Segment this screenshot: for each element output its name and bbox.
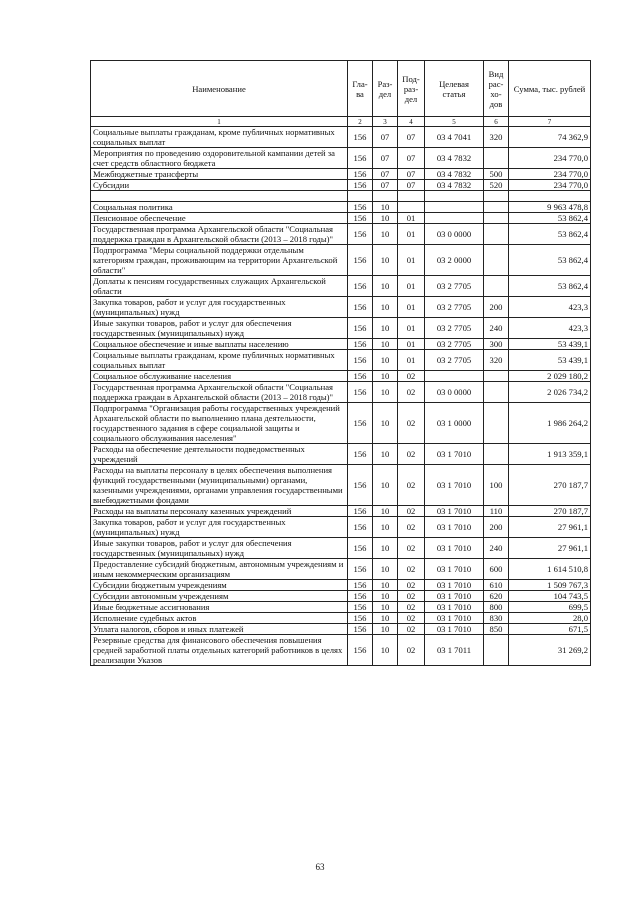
row-name: Субсидии автономным учреждениям	[91, 591, 348, 602]
row-name: Социальная политика	[91, 202, 348, 213]
row-amount: 423,3	[509, 297, 591, 318]
row-amount: 53 862,4	[509, 276, 591, 297]
col-header-subsection: Под-раз-дел	[398, 61, 425, 117]
row-expense-type	[484, 276, 509, 297]
row-section: 10	[373, 602, 398, 613]
col-header-section: Раз-дел	[373, 61, 398, 117]
row-section: 10	[373, 371, 398, 382]
table-row	[91, 465, 591, 506]
col-number: 7	[509, 117, 591, 127]
table-row	[91, 403, 591, 444]
table-row	[91, 444, 591, 465]
row-subsection: 01	[398, 297, 425, 318]
row-amount: 27 961,1	[509, 517, 591, 538]
row-subsection: 02	[398, 538, 425, 559]
table-row	[91, 148, 591, 169]
row-name: Социальное обслуживание населения	[91, 371, 348, 382]
row-amount: 270 187,7	[509, 465, 591, 506]
row-expense-type: 110	[484, 506, 509, 517]
row-target-article: 03 2 7705	[425, 350, 484, 371]
row-section: 10	[373, 517, 398, 538]
row-expense-type: 610	[484, 580, 509, 591]
row-chapter: 156	[348, 318, 373, 339]
row-name: Иные закупки товаров, работ и услуг для обеспечения государственных (муниципальных) нужд	[91, 318, 348, 339]
row-target-article: 03 1 7010	[425, 538, 484, 559]
row-expense-type: 520	[484, 180, 509, 191]
row-subsection: 02	[398, 371, 425, 382]
row-section: 07	[373, 148, 398, 169]
table-row	[91, 202, 591, 213]
spacer-cell	[348, 191, 373, 202]
row-expense-type	[484, 382, 509, 403]
row-name: Субсидии бюджетным учреждениям	[91, 580, 348, 591]
table-row	[91, 127, 591, 148]
table-row	[91, 169, 591, 180]
row-amount: 1 509 767,3	[509, 580, 591, 591]
row-chapter: 156	[348, 169, 373, 180]
row-expense-type: 500	[484, 169, 509, 180]
row-subsection: 01	[398, 213, 425, 224]
row-target-article: 03 1 7010	[425, 591, 484, 602]
row-name: Мероприятия по проведению оздоровительной кампании детей за счет средств областного бюджета	[91, 148, 348, 169]
page-number: 63	[315, 862, 325, 872]
row-section: 07	[373, 169, 398, 180]
row-target-article: 03 2 0000	[425, 245, 484, 276]
row-subsection: 02	[398, 403, 425, 444]
row-subsection: 02	[398, 580, 425, 591]
table-row	[91, 180, 591, 191]
row-subsection: 02	[398, 444, 425, 465]
row-expense-type	[484, 403, 509, 444]
table-row	[91, 538, 591, 559]
row-name: Закупка товаров, работ и услуг для государственных (муниципальных) нужд	[91, 517, 348, 538]
table-row	[91, 559, 591, 580]
row-chapter: 156	[348, 465, 373, 506]
spacer-cell	[91, 191, 348, 202]
col-header-chapter: Гла-ва	[348, 61, 373, 117]
row-target-article: 03 2 7705	[425, 276, 484, 297]
row-subsection: 02	[398, 613, 425, 624]
row-section: 10	[373, 202, 398, 213]
row-target-article: 03 4 7832	[425, 169, 484, 180]
row-expense-type	[484, 635, 509, 666]
col-number: 6	[484, 117, 509, 127]
row-subsection: 02	[398, 382, 425, 403]
row-chapter: 156	[348, 602, 373, 613]
row-name: Подпрограмма "Организация работы государственных учреждений Архангельской области по выполнению плана деятельности, государственного задания в сфере социальной защиты и социального обслуживания населения"	[91, 403, 348, 444]
table-row	[91, 635, 591, 666]
spacer-cell	[373, 191, 398, 202]
row-amount: 234 770,0	[509, 148, 591, 169]
row-chapter: 156	[348, 506, 373, 517]
row-section: 10	[373, 297, 398, 318]
row-subsection: 07	[398, 148, 425, 169]
row-amount: 423,3	[509, 318, 591, 339]
row-chapter: 156	[348, 613, 373, 624]
row-amount: 74 362,9	[509, 127, 591, 148]
row-target-article: 03 4 7041	[425, 127, 484, 148]
row-amount: 104 743,5	[509, 591, 591, 602]
row-expense-type	[484, 245, 509, 276]
row-chapter: 156	[348, 591, 373, 602]
row-subsection: 02	[398, 602, 425, 613]
row-chapter: 156	[348, 202, 373, 213]
row-chapter: 156	[348, 350, 373, 371]
row-subsection: 02	[398, 635, 425, 666]
col-number: 3	[373, 117, 398, 127]
col-header-name: Наименование	[91, 61, 348, 117]
row-section: 10	[373, 382, 398, 403]
row-section: 10	[373, 506, 398, 517]
row-target-article: 03 1 7010	[425, 580, 484, 591]
row-name: Доплаты к пенсиям государственных служащих Архангельской области	[91, 276, 348, 297]
row-amount: 53 862,4	[509, 213, 591, 224]
row-name: Государственная программа Архангельской области "Социальная поддержка граждан в Архангельской области (2013 – 2018 годы)"	[91, 224, 348, 245]
row-section: 07	[373, 127, 398, 148]
row-chapter: 156	[348, 624, 373, 635]
row-name: Иные закупки товаров, работ и услуг для обеспечения государственных (муниципальных) нужд	[91, 538, 348, 559]
row-subsection	[398, 202, 425, 213]
row-subsection: 01	[398, 350, 425, 371]
row-amount: 28,0	[509, 613, 591, 624]
row-amount: 699,5	[509, 602, 591, 613]
row-chapter: 156	[348, 403, 373, 444]
row-subsection: 07	[398, 180, 425, 191]
header-row	[91, 61, 591, 117]
spacer-cell	[509, 191, 591, 202]
row-name: Расходы на обеспечение деятельности подведомственных учреждений	[91, 444, 348, 465]
table-row	[91, 213, 591, 224]
row-expense-type: 800	[484, 602, 509, 613]
row-expense-type	[484, 148, 509, 169]
col-number: 2	[348, 117, 373, 127]
row-target-article	[425, 371, 484, 382]
col-number: 4	[398, 117, 425, 127]
row-target-article: 03 1 7010	[425, 559, 484, 580]
row-section: 10	[373, 350, 398, 371]
spacer-cell	[398, 191, 425, 202]
row-expense-type: 830	[484, 613, 509, 624]
row-target-article: 03 1 7010	[425, 517, 484, 538]
row-name: Предоставление субсидий бюджетным, автономным учреждениям и иным некоммерческим организациям	[91, 559, 348, 580]
row-expense-type: 320	[484, 127, 509, 148]
row-amount: 53 862,4	[509, 245, 591, 276]
row-expense-type: 320	[484, 350, 509, 371]
row-name: Межбюджетные трансферты	[91, 169, 348, 180]
row-section: 10	[373, 276, 398, 297]
row-target-article: 03 2 7705	[425, 297, 484, 318]
table-row	[91, 318, 591, 339]
row-target-article: 03 0 0000	[425, 382, 484, 403]
row-amount: 270 187,7	[509, 506, 591, 517]
row-target-article: 03 1 7010	[425, 602, 484, 613]
table-row	[91, 297, 591, 318]
row-amount: 2 026 734,2	[509, 382, 591, 403]
row-name: Пенсионное обеспечение	[91, 213, 348, 224]
row-target-article: 03 1 7010	[425, 465, 484, 506]
row-chapter: 156	[348, 148, 373, 169]
row-section: 10	[373, 213, 398, 224]
row-chapter: 156	[348, 559, 373, 580]
table-row	[91, 350, 591, 371]
row-expense-type: 100	[484, 465, 509, 506]
row-amount: 1 614 510,8	[509, 559, 591, 580]
row-expense-type	[484, 202, 509, 213]
table-row	[91, 602, 591, 613]
row-chapter: 156	[348, 297, 373, 318]
row-amount: 234 770,0	[509, 169, 591, 180]
row-chapter: 156	[348, 444, 373, 465]
row-target-article: 03 4 7832	[425, 148, 484, 169]
table-row	[91, 624, 591, 635]
row-chapter: 156	[348, 224, 373, 245]
row-target-article: 03 2 7705	[425, 318, 484, 339]
row-amount: 1 986 264,2	[509, 403, 591, 444]
row-chapter: 156	[348, 339, 373, 350]
row-target-article: 03 0 0000	[425, 224, 484, 245]
table-row	[91, 580, 591, 591]
row-target-article	[425, 213, 484, 224]
row-expense-type: 240	[484, 318, 509, 339]
row-target-article: 03 1 7010	[425, 506, 484, 517]
table-body	[91, 127, 591, 666]
row-subsection: 02	[398, 465, 425, 506]
row-chapter: 156	[348, 127, 373, 148]
row-section: 07	[373, 180, 398, 191]
row-section: 10	[373, 245, 398, 276]
row-expense-type	[484, 213, 509, 224]
row-section: 10	[373, 224, 398, 245]
table-row	[91, 371, 591, 382]
row-target-article: 03 1 7011	[425, 635, 484, 666]
row-expense-type	[484, 444, 509, 465]
row-subsection: 01	[398, 318, 425, 339]
row-chapter: 156	[348, 538, 373, 559]
row-section: 10	[373, 339, 398, 350]
row-chapter: 156	[348, 517, 373, 538]
row-expense-type	[484, 224, 509, 245]
row-amount: 671,5	[509, 624, 591, 635]
row-expense-type: 300	[484, 339, 509, 350]
row-subsection: 02	[398, 624, 425, 635]
row-amount: 234 770,0	[509, 180, 591, 191]
row-subsection: 07	[398, 127, 425, 148]
row-section: 10	[373, 635, 398, 666]
row-name: Исполнение судебных актов	[91, 613, 348, 624]
row-chapter: 156	[348, 371, 373, 382]
col-header-target-article: Целевая статья	[425, 61, 484, 117]
table-row	[91, 591, 591, 602]
row-section: 10	[373, 613, 398, 624]
row-section: 10	[373, 403, 398, 444]
row-subsection: 07	[398, 169, 425, 180]
row-subsection: 01	[398, 245, 425, 276]
row-section: 10	[373, 580, 398, 591]
row-target-article	[425, 202, 484, 213]
row-expense-type	[484, 371, 509, 382]
table-row	[91, 506, 591, 517]
spacer-cell	[484, 191, 509, 202]
row-section: 10	[373, 624, 398, 635]
col-header-amount: Сумма, тыс. рублей	[509, 61, 591, 117]
table-row	[91, 517, 591, 538]
row-name: Расходы на выплаты персоналу в целях обеспечения выполнения функций государственными (муниципальными) органами, казенными учреждениями, органами управления государственными внебюджетными фондами	[91, 465, 348, 506]
row-target-article: 03 2 7705	[425, 339, 484, 350]
row-name: Иные бюджетные ассигнования	[91, 602, 348, 613]
row-chapter: 156	[348, 245, 373, 276]
table-row	[91, 276, 591, 297]
row-section: 10	[373, 591, 398, 602]
row-expense-type: 620	[484, 591, 509, 602]
row-amount: 2 029 180,2	[509, 371, 591, 382]
row-amount: 9 963 478,8	[509, 202, 591, 213]
row-amount: 31 269,2	[509, 635, 591, 666]
col-number: 5	[425, 117, 484, 127]
row-section: 10	[373, 318, 398, 339]
row-subsection: 01	[398, 339, 425, 350]
row-subsection: 02	[398, 559, 425, 580]
spacer-row	[91, 191, 591, 202]
row-name: Расходы на выплаты персоналу казенных учреждений	[91, 506, 348, 517]
row-name: Социальное обеспечение и иные выплаты населению	[91, 339, 348, 350]
col-number: 1	[91, 117, 348, 127]
column-numbers-row	[91, 117, 591, 127]
row-section: 10	[373, 444, 398, 465]
col-header-expense-type: Вид рас-хо-дов	[484, 61, 509, 117]
table-row	[91, 245, 591, 276]
row-target-article: 03 1 0000	[425, 403, 484, 444]
row-chapter: 156	[348, 382, 373, 403]
row-target-article: 03 1 7010	[425, 624, 484, 635]
row-section: 10	[373, 538, 398, 559]
row-section: 10	[373, 559, 398, 580]
table-row	[91, 339, 591, 350]
row-name: Уплата налогов, сборов и иных платежей	[91, 624, 348, 635]
row-name: Субсидии	[91, 180, 348, 191]
row-amount: 1 913 359,1	[509, 444, 591, 465]
row-target-article: 03 1 7010	[425, 444, 484, 465]
row-name: Социальные выплаты гражданам, кроме публичных нормативных социальных выплат	[91, 127, 348, 148]
row-subsection: 01	[398, 224, 425, 245]
row-subsection: 02	[398, 517, 425, 538]
row-expense-type: 600	[484, 559, 509, 580]
spacer-cell	[425, 191, 484, 202]
row-amount: 53 862,4	[509, 224, 591, 245]
row-chapter: 156	[348, 580, 373, 591]
table-row	[91, 613, 591, 624]
row-name: Государственная программа Архангельской области "Социальная поддержка граждан в Архангельской области (2013 – 2018 годы)"	[91, 382, 348, 403]
row-name: Закупка товаров, работ и услуг для государственных (муниципальных) нужд	[91, 297, 348, 318]
row-expense-type: 200	[484, 517, 509, 538]
table-row	[91, 224, 591, 245]
row-chapter: 156	[348, 213, 373, 224]
row-name: Социальные выплаты гражданам, кроме публичных нормативных социальных выплат	[91, 350, 348, 371]
row-chapter: 156	[348, 635, 373, 666]
row-subsection: 02	[398, 591, 425, 602]
table-row	[91, 382, 591, 403]
row-target-article: 03 1 7010	[425, 613, 484, 624]
row-section: 10	[373, 465, 398, 506]
budget-table	[90, 60, 591, 666]
row-target-article: 03 4 7832	[425, 180, 484, 191]
row-name: Резервные средства для финансового обеспечения повышения средней заработной платы отдельных категорий работников в целях реализации Указов	[91, 635, 348, 666]
row-expense-type: 200	[484, 297, 509, 318]
row-amount: 53 439,1	[509, 339, 591, 350]
row-chapter: 156	[348, 180, 373, 191]
row-expense-type: 240	[484, 538, 509, 559]
row-amount: 53 439,1	[509, 350, 591, 371]
row-chapter: 156	[348, 276, 373, 297]
row-subsection: 02	[398, 506, 425, 517]
row-subsection: 01	[398, 276, 425, 297]
table-header	[91, 61, 591, 127]
row-amount: 27 961,1	[509, 538, 591, 559]
row-name: Подпрограмма "Меры социальной поддержки отдельным категориям граждан, проживающим на территории Архангельской области"	[91, 245, 348, 276]
row-expense-type: 850	[484, 624, 509, 635]
